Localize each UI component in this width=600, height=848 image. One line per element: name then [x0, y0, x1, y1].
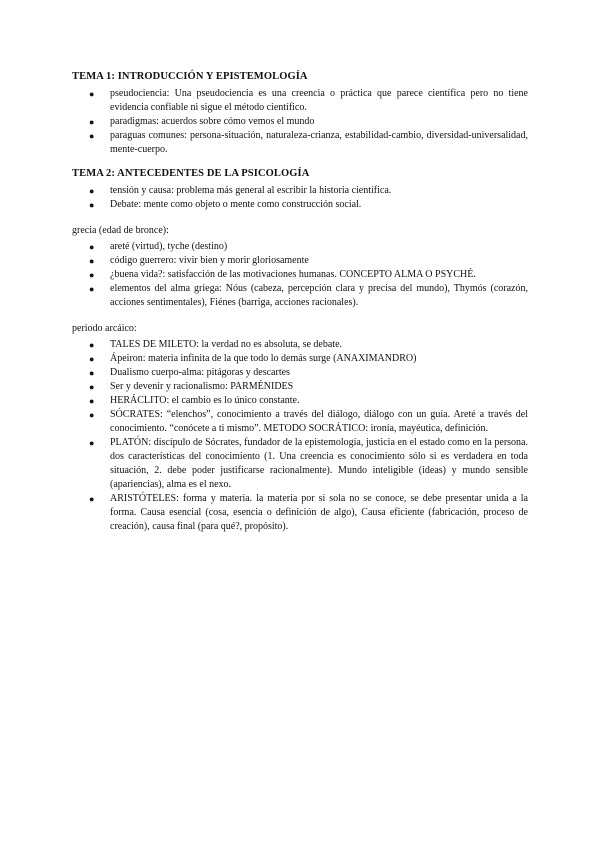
bullet-icon: ● [89, 368, 95, 378]
bullet-icon: ● [89, 354, 95, 364]
list-item: ● SÓCRATES: “elenchos”, conocimiento a través del diálogo, diálogo con un guía. Areté a través del conocimiento. “conócete a ti mismo”. METODO SOCRÁTICO: ironía, mayéutica, definición. [89, 409, 528, 434]
arcaico-section [72, 322, 528, 534]
grecia-heading: grecia (edad de bronce): [72, 225, 169, 236]
list-item: ● HERÁCLITO: el cambio es lo único constante. [89, 395, 300, 406]
list-item: ● elementos del alma griega: Nóus (cabeza, percepción clara y precisa del mundo), Thymós (corazón, acciones sentimentales), Fiénes (barriga, acciones racionales). [89, 283, 528, 308]
list-item: ● Ser y devenir y racionalismo: PARMÉNIDES [89, 381, 294, 392]
list-item: ● paradigmas: acuerdos sobre cómo vemos el mundo [89, 116, 315, 127]
bullet-icon: ● [89, 284, 95, 294]
bullet-icon: ● [89, 242, 95, 252]
tema2-section [72, 167, 528, 212]
bullet-icon: ● [89, 200, 95, 210]
bullet-icon: ● [89, 117, 95, 127]
document-page [72, 70, 528, 544]
tema1-title: TEMA 1: INTRODUCCIÓN Y EPISTEMOLOGÍA [72, 71, 308, 82]
list-item: ● paraguas comunes: persona-situación, naturaleza-crianza, estabilidad-cambio, diversidad-universalidad, mente-cuerpo. [89, 130, 528, 155]
list-item: ● ¿buena vida?: satisfacción de las motivaciones humanas. CONCEPTO ALMA O PSYCHÉ. [89, 269, 476, 280]
arcaico-heading: periodo arcáico: [72, 323, 137, 334]
arcaico-list [72, 338, 528, 534]
bullet-icon: ● [89, 89, 95, 99]
bullet-icon: ● [89, 256, 95, 266]
grecia-list [72, 240, 528, 310]
tema1-section [72, 70, 528, 157]
list-item: ● Ápeiron: materia infinita de la que todo lo demás surge (ANAXIMANDRO) [89, 353, 417, 364]
bullet-icon: ● [89, 382, 95, 392]
list-item: ● areté (virtud), tyche (destino) [89, 241, 228, 252]
bullet-icon: ● [89, 410, 95, 420]
tema2-title: TEMA 2: ANTECEDENTES DE LA PSICOLOGÍA [72, 168, 310, 179]
bullet-icon: ● [89, 340, 95, 350]
bullet-icon: ● [89, 131, 95, 141]
bullet-icon: ● [89, 494, 95, 504]
list-item: ● tensión y causa: problema más general al escribir la historia científica. [89, 185, 392, 196]
list-item: ● PLATÓN: discípulo de Sócrates, fundador de la epistemología, justicia en el estado como en la persona. dos características del conocimiento (1. Una creencia es conocimiento sólo si es verdadera en toda situación, 2. debe poder justificarse racionalmente). Mundo inteligible (ideas) y mundo sensible (apariencias), alma es el nexo. [89, 437, 528, 490]
grecia-section [72, 224, 528, 310]
bullet-icon: ● [89, 186, 95, 196]
list-item: ● pseudociencia: Una pseudociencia es una creencia o práctica que parece científica pero no tiene evidencia confiable ni sigue el método científico. [89, 88, 528, 113]
list-item: ● código guerrero: vivir bien y morir gloriosamente [89, 255, 309, 266]
tema1-list [72, 87, 528, 157]
list-item: ● Debate: mente como objeto o mente como construcción social. [89, 199, 362, 210]
bullet-icon: ● [89, 396, 95, 406]
tema2-list [72, 184, 528, 212]
bullet-icon: ● [89, 270, 95, 280]
list-item: ● TALES DE MILETO: la verdad no es absoluta, se debate. [89, 339, 343, 350]
bullet-icon: ● [89, 438, 95, 448]
list-item: ● Dualismo cuerpo-alma: pitágoras y descartes [89, 367, 290, 378]
list-item: ● ARISTÓTELES: forma y materia. la materia por sí sola no se conoce, se debe presentar unida a la forma. Causa esencial (cosa, esencia o definición de algo), Causa eficiente (fabricación, proceso de creación), causa final (para qué?, propósito). [89, 493, 528, 532]
